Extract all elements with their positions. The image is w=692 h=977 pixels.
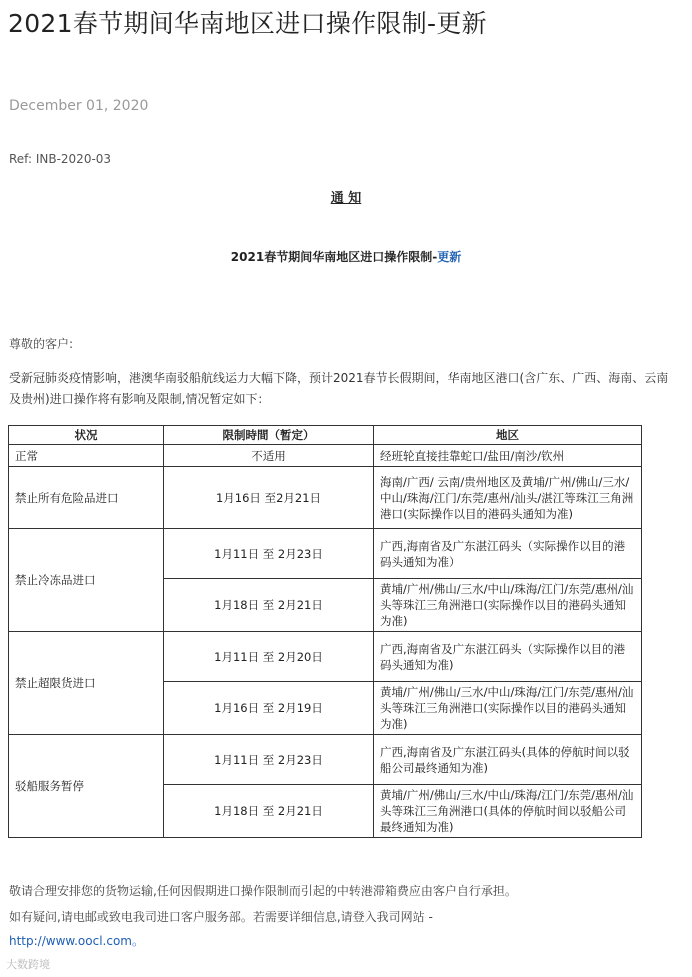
intro-paragraph: 受新冠肺炎疫情影响，港澳华南驳船航线运力大幅下降，预计2021春节长假期间，华南地区港口(含广东、广西、海南、云南及贵州)进口操作将有影响及限制,情况暂定如下： — [9, 371, 669, 406]
period-cell: 1月11日 至 2月20日 — [164, 632, 374, 682]
area-cell: 海南/广西/ 云南/贵州地区及黄埔/广州/佛山/三水/中山/珠海/江门/东莞/惠州/汕头/湛江等珠江三角洲港口(实际操作以目的港码头通知为准) — [374, 467, 642, 529]
header-period: 限制時間（暂定） — [164, 426, 374, 445]
period-cell: 不适用 — [164, 445, 374, 467]
status-cell: 禁止所有危险品进口 — [9, 467, 164, 529]
header-status: 状况 — [9, 426, 164, 445]
footer-contact: 如有疑问,请电邮或致电我司进口客户服务部。若需要详细信息,请登入我司网站 - — [9, 910, 433, 924]
status-cell: 驳船服务暂停 — [9, 735, 164, 838]
notice-heading: 通 知 — [330, 191, 362, 206]
period-cell: 1月18日 至 2月21日 — [164, 785, 374, 838]
period-cell: 1月18日 至 2月21日 — [164, 579, 374, 632]
update-label: 更新 — [437, 250, 462, 264]
status-cell: 禁止超限货进口 — [9, 632, 164, 735]
status-cell: 禁止冷冻品进口 — [9, 529, 164, 632]
footer-note: 敬请合理安排您的货物运输,任何因假期进口操作限制而引起的中转港滞箱费应由客户自行承担。 — [9, 884, 517, 898]
notice-subtitle: 2021春节期间华南地区进口操作限制-更新 — [230, 250, 462, 264]
period-cell: 1月11日 至 2月23日 — [164, 735, 374, 785]
table-row — [9, 445, 642, 467]
area-cell: 黄埔/广州/佛山/三水/中山/珠海/江门/东莞/惠州/汕头等珠江三角洲港口(实际操作以目的港码头通知为准) — [374, 682, 642, 735]
period-cell: 1月11日 至 2月23日 — [164, 529, 374, 579]
area-cell: 广西,海南省及广东湛江码头(具体的停航时间以驳船公司最终通知为准) — [374, 735, 642, 785]
greeting: 尊敬的客户: — [9, 337, 74, 351]
area-cell: 广西,海南省及广东湛江码头（实际操作以目的港码头通知为准) — [374, 632, 642, 682]
area-cell: 黄埔/广州/佛山/三水/中山/珠海/江门/东莞/惠州/汕头等珠江三角洲港口(实际操作以目的港码头通知为准) — [374, 579, 642, 632]
period-cell: 1月16日 至2月21日 — [164, 467, 374, 529]
period-cell: 1月16日 至 2月19日 — [164, 682, 374, 735]
header-area: 地区 — [374, 426, 642, 445]
table-row — [9, 529, 642, 579]
table-row — [9, 735, 642, 785]
reference-number: Ref: INB-2020-03 — [9, 152, 112, 166]
table-header-row — [9, 426, 642, 445]
publish-date: December 01, 2020 — [9, 98, 149, 114]
area-cell: 经班轮直接挂靠蛇口/盐田/南沙/钦州 — [374, 445, 642, 467]
table-row — [9, 632, 642, 682]
restrictions-table — [8, 425, 642, 838]
watermark-logo: 大数跨境 — [6, 958, 50, 971]
area-cell: 黄埔/广州/佛山/三水/中山/珠海/江门/东莞/惠州/汕头等珠江三角洲港口(具体的停航时间以驳船公司最终通知为准) — [374, 785, 642, 838]
page-title: 2021春节期间华南地区进口操作限制-更新 — [8, 9, 487, 38]
status-cell: 正常 — [9, 445, 164, 467]
area-cell: 广西,海南省及广东湛江码头（实际操作以目的港码头通知为准） — [374, 529, 642, 579]
table-row — [9, 467, 642, 529]
website-link[interactable]: http://www.oocl.com。 — [9, 934, 144, 948]
